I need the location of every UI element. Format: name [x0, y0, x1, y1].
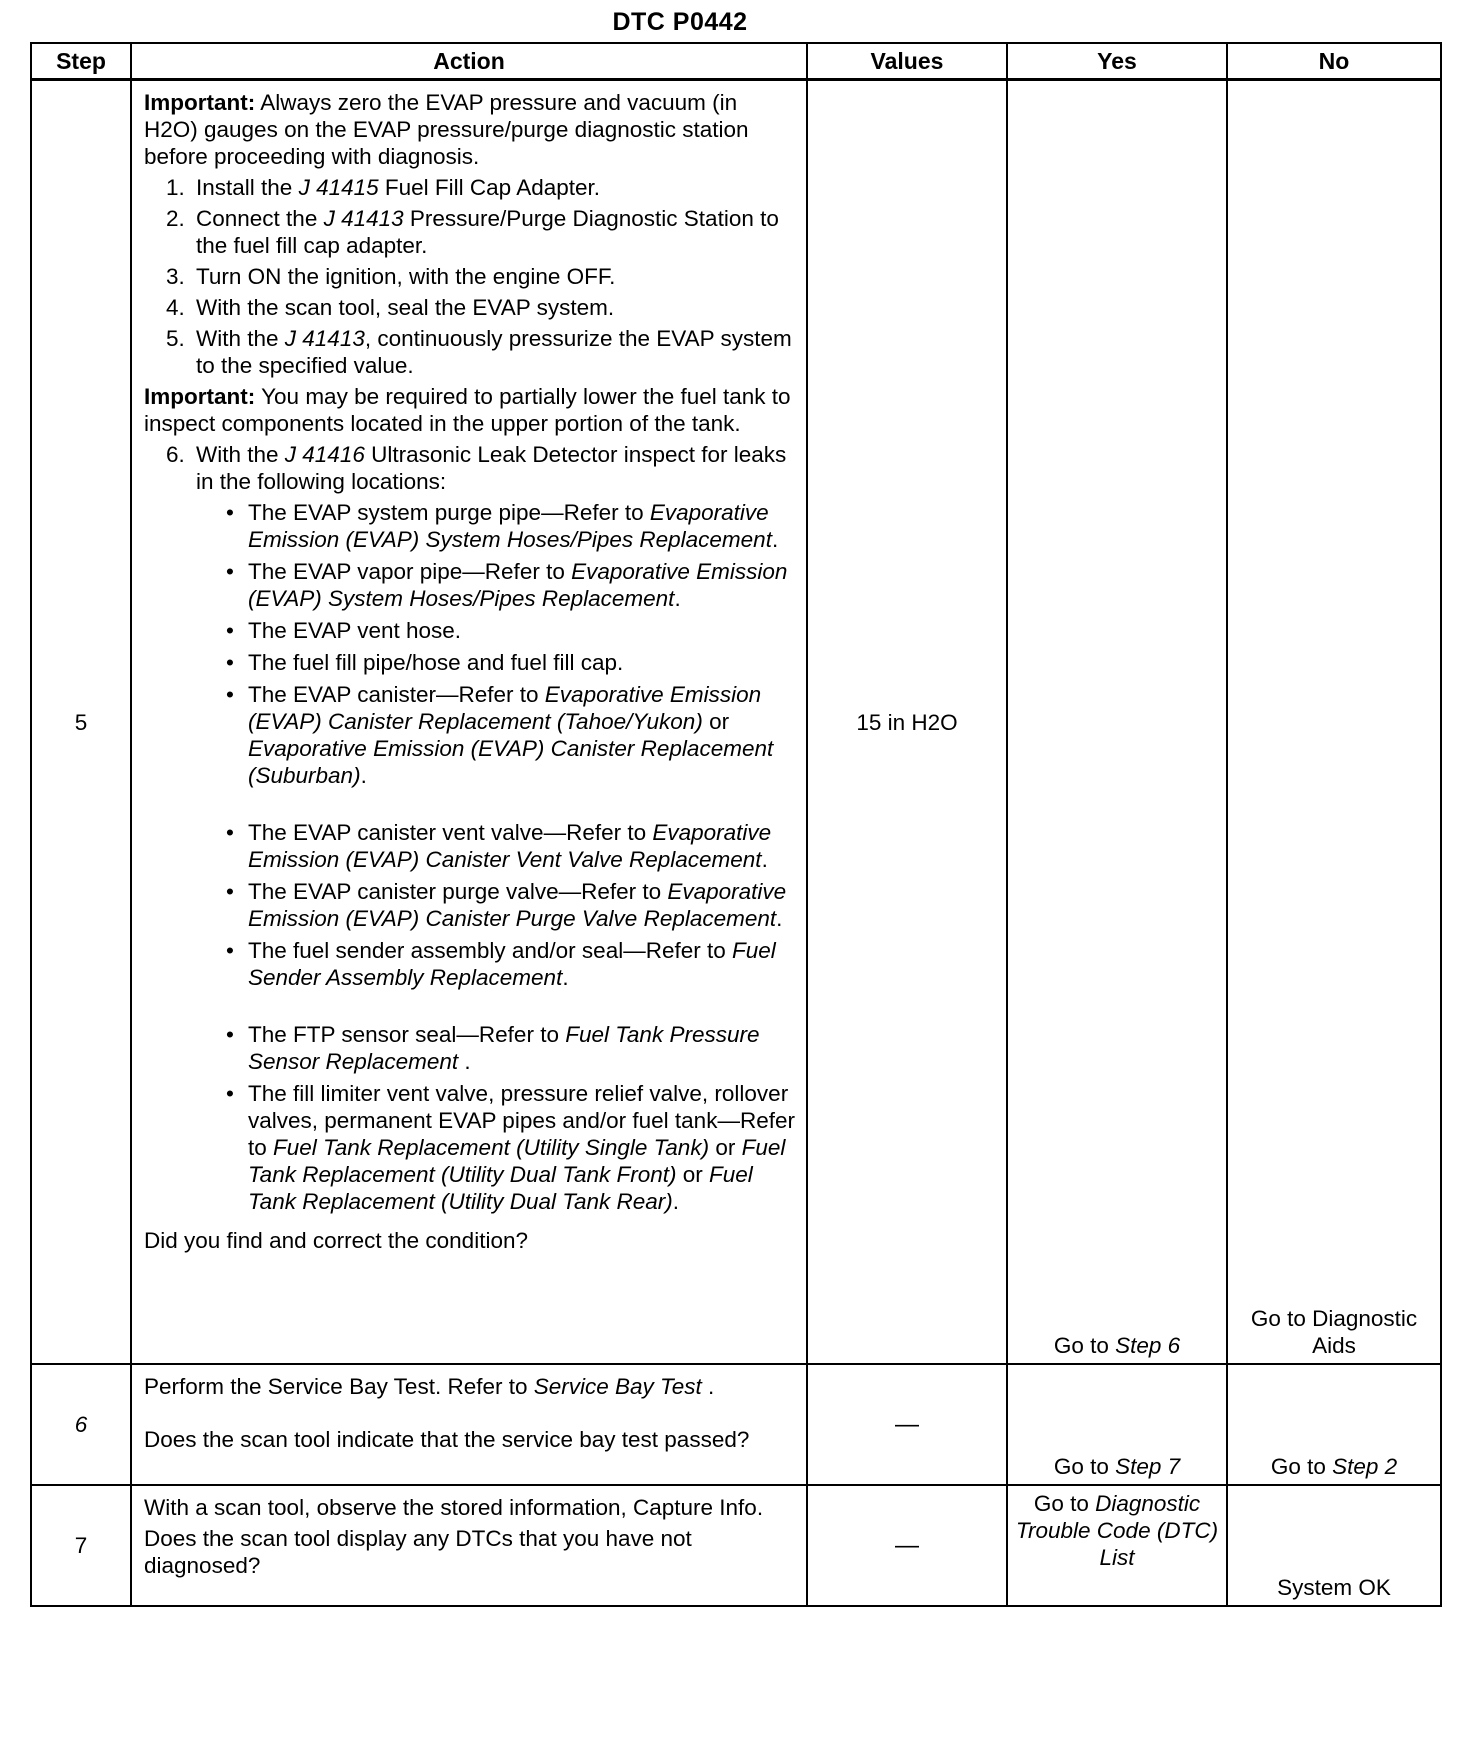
bullet-icon: •: [226, 682, 234, 707]
question-text: Does the scan tool indicate that the service bay test passed?: [144, 1427, 750, 1452]
procedure-ref: Evaporative Emission (EVAP) Canister Replacement (Suburban): [248, 736, 774, 788]
procedure-ref: Fuel Tank Replacement (Utility Dual Tank Front): [248, 1135, 786, 1187]
item-text: The EVAP vent hose.: [248, 618, 462, 643]
bullet-icon: •: [226, 559, 234, 584]
header-action: Action: [131, 43, 807, 80]
bullet-icon: •: [226, 618, 234, 643]
step-number: 5: [31, 80, 131, 1365]
list-item: [226, 649, 796, 676]
step-index: 5.: [166, 326, 185, 351]
tool-ref: J 41416: [284, 442, 365, 467]
bullet-icon: •: [226, 879, 234, 904]
yes-text: Go to: [1033, 1491, 1096, 1516]
procedure-ref: Evaporative Emission (EVAP) Canister Purge Valve Replacement: [248, 879, 787, 931]
yes-text: Go to: [1053, 1454, 1116, 1479]
step-text: Pressure/Purge Diagnostic Station to the fuel fill cap adapter.: [196, 206, 779, 258]
step-index: 1.: [166, 175, 185, 200]
yes-step-ref: Step 6: [1115, 1333, 1181, 1358]
important-text: Always zero the EVAP pressure and vacuum (in H2O) gauges on the EVAP pressure/purge diagnostic station before proceeding with diagnosis.: [144, 90, 749, 169]
important-label: Important:: [144, 90, 256, 115]
important-note: [144, 383, 796, 437]
bullet-icon: •: [226, 938, 234, 963]
procedure-ref: Fuel Sender Assembly Replacement: [248, 938, 776, 990]
step-text: Install the: [196, 175, 299, 200]
item-text: or: [709, 1135, 742, 1160]
step-text: Connect the: [196, 206, 324, 231]
item-text: The EVAP system purge pipe—Refer to: [248, 500, 650, 525]
tool-ref: J 41413: [323, 206, 404, 231]
no-cell: [1227, 1364, 1441, 1485]
header-values: Values: [807, 43, 1007, 80]
step-index: 6.: [166, 442, 185, 467]
no-text: Go to: [1270, 1454, 1333, 1479]
procedure-ref: Evaporative Emission (EVAP) System Hoses/Pipes Replacement: [248, 559, 788, 611]
item-text: .: [761, 847, 768, 872]
procedure-ref: Evaporative Emission (EVAP) Canister Vent Valve Replacement: [248, 820, 772, 872]
table-header-row: [31, 43, 1441, 80]
step-text: With the scan tool, seal the EVAP system.: [196, 295, 615, 320]
yes-cell: [1007, 1485, 1227, 1606]
question-text: Does the scan tool display any DTCs that you have not diagnosed?: [144, 1526, 692, 1578]
table-row-step-7: [31, 1485, 1441, 1606]
yes-cell: [1007, 80, 1227, 1365]
step-number: 7: [31, 1485, 131, 1606]
list-item: [226, 558, 796, 612]
item-text: The EVAP canister—Refer to: [248, 682, 545, 707]
procedure-ref: Service Bay Test: [533, 1374, 702, 1399]
important-label: Important:: [144, 384, 256, 409]
action-cell: [131, 80, 807, 1365]
tool-ref: J 41413: [284, 326, 365, 351]
item-text: .: [776, 906, 783, 931]
yes-cell: [1007, 1364, 1227, 1485]
no-cell: Go to Diagnostic Aids: [1227, 80, 1441, 1365]
list-item: [226, 1080, 796, 1215]
step-text: With the: [196, 442, 285, 467]
procedure-ref: Fuel Tank Replacement (Utility Dual Tank Rear): [248, 1162, 753, 1214]
action-text: With a scan tool, observe the stored information, Capture Info.: [144, 1495, 764, 1520]
procedure-step: [166, 205, 796, 259]
item-text: or: [676, 1162, 710, 1187]
procedure-step: [166, 325, 796, 379]
action-text: [144, 1373, 796, 1400]
header-yes: Yes: [1007, 43, 1227, 80]
item-text: .: [458, 1049, 471, 1074]
action-cell: [131, 1485, 807, 1606]
no-step-ref: Step 2: [1332, 1454, 1398, 1479]
list-item: [226, 681, 796, 789]
action-text-part: Perform the Service Bay Test. Refer to: [144, 1374, 534, 1399]
step-text: Turn ON the ignition, with the engine OFF.: [196, 264, 616, 289]
header-step: Step: [31, 43, 131, 80]
important-text: You may be required to partially lower the fuel tank to inspect components located in the upper portion of the tank.: [144, 384, 791, 436]
important-note: [144, 89, 796, 170]
procedure-list: [144, 441, 796, 1215]
list-item: [226, 617, 796, 644]
value-cell: —: [807, 1364, 1007, 1485]
list-item: [226, 1021, 796, 1075]
procedure-ref: Evaporative Emission (EVAP) Canister Replacement (Tahoe/Yukon): [248, 682, 762, 734]
item-text: The fuel sender assembly and/or seal—Refer to: [248, 938, 732, 963]
list-item: [226, 499, 796, 553]
step-text: Fuel Fill Cap Adapter.: [378, 175, 601, 200]
step-index: 3.: [166, 264, 185, 289]
step-index: 2.: [166, 206, 185, 231]
procedure-list: [144, 174, 796, 379]
question-text: Did you find and correct the condition?: [144, 1228, 528, 1253]
leak-location-list: [196, 499, 796, 1215]
dtc-table: [30, 42, 1442, 1607]
item-text: The fill limiter vent valve, pressure relief valve, rollover valves, permanent EVAP pipes and/or fuel tank—Refer to: [248, 1081, 795, 1160]
item-text: .: [771, 527, 779, 552]
item-text: The fuel fill pipe/hose and fuel fill cap.: [248, 650, 624, 675]
item-text: .: [674, 586, 681, 611]
step-index: 4.: [166, 295, 185, 320]
list-item: [226, 819, 796, 873]
item-text: The EVAP canister vent valve—Refer to: [248, 820, 653, 845]
bullet-icon: •: [226, 1022, 234, 1047]
item-text: The FTP sensor seal—Refer to: [248, 1022, 566, 1047]
yes-step-ref: Step 7: [1115, 1454, 1181, 1479]
procedure-ref: Fuel Tank Replacement (Utility Single Tank): [273, 1135, 710, 1160]
list-item: [226, 937, 796, 991]
item-text: The EVAP canister purge valve—Refer to: [248, 879, 668, 904]
procedure-ref: Evaporative Emission (EVAP) System Hoses/Pipes Replacement: [248, 500, 772, 552]
bullet-icon: •: [226, 1081, 234, 1106]
action-text-part: .: [701, 1374, 715, 1399]
procedure-step: [166, 174, 796, 201]
yes-step-ref: Diagnostic Trouble Code (DTC) List: [1015, 1491, 1219, 1570]
step-text: Ultrasonic Leak Detector inspect for leaks in the following locations:: [196, 442, 787, 494]
item-text: .: [672, 1189, 680, 1214]
bullet-icon: •: [226, 820, 234, 845]
header-no: No: [1227, 43, 1441, 80]
item-text: .: [360, 763, 367, 788]
item-text: .: [562, 965, 569, 990]
procedure-step: [166, 263, 796, 290]
item-text: or: [702, 709, 730, 734]
step-text: With the: [196, 326, 285, 351]
value-cell: —: [807, 1485, 1007, 1606]
item-text: The EVAP vapor pipe—Refer to: [248, 559, 572, 584]
table-row-step-5: [31, 80, 1441, 1365]
page-title: DTC P0442: [612, 8, 748, 36]
list-item: [226, 878, 796, 932]
step-text: , continuously pressurize the EVAP system to the specified value.: [196, 326, 792, 378]
bullet-icon: •: [226, 650, 234, 675]
yes-text: Go to: [1053, 1333, 1116, 1358]
no-cell: System OK: [1227, 1485, 1441, 1606]
action-cell: [131, 1364, 807, 1485]
table-row-step-6: [31, 1364, 1441, 1485]
procedure-step: [166, 294, 796, 321]
step-number: 6: [31, 1364, 131, 1485]
tool-ref: J 41415: [298, 175, 379, 200]
procedure-ref: Fuel Tank Pressure Sensor Replacement: [248, 1022, 760, 1074]
value-cell: 15 in H2O: [807, 80, 1007, 1365]
bullet-icon: •: [226, 500, 234, 525]
procedure-step: [166, 441, 796, 1215]
